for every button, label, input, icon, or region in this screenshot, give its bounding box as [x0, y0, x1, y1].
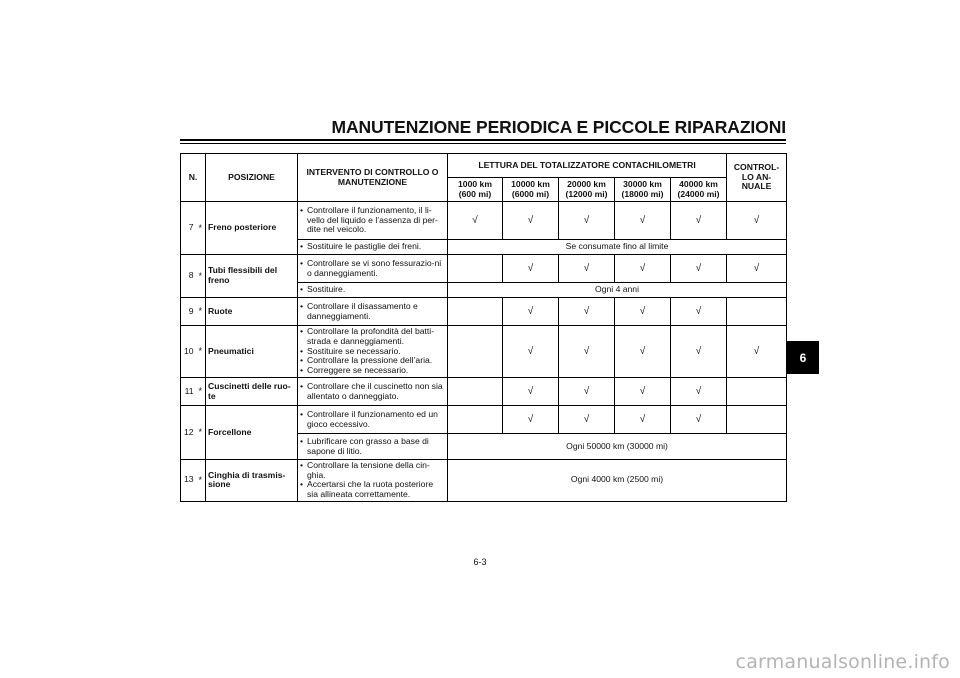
item-number: 10 [181, 326, 196, 378]
check-mark: √ [503, 406, 559, 434]
action-list [300, 259, 445, 278]
item-number: 9 [181, 298, 196, 326]
check-mark: √ [727, 326, 787, 378]
star-marker: * [196, 460, 206, 502]
odo-km: 1000 km [458, 178, 492, 189]
odo-mi: (18000 mi) [621, 188, 664, 199]
page-number: 6-3 [473, 557, 487, 567]
odo-mi: (6000 mi) [511, 188, 550, 199]
header-no: N. [181, 154, 206, 202]
action-item: • Controllare la pressione dell’aria. [300, 356, 445, 366]
action-list [300, 410, 445, 429]
check-mark: √ [615, 378, 671, 406]
action-item: • Controllare se vi sono fessurazio-ni o danneggiamenti. [300, 259, 445, 278]
chapter-tab[interactable]: 6 [787, 341, 819, 374]
check-mark: √ [615, 202, 671, 240]
check-mark: √ [671, 326, 727, 378]
item-number: 13 [181, 460, 196, 502]
check-mark: √ [559, 255, 615, 283]
check-mark: √ [671, 202, 727, 240]
star-marker: * [196, 326, 206, 378]
odo-mi: (12000 mi) [565, 188, 608, 199]
header-position: POSIZIONE [206, 154, 298, 202]
action-list [300, 382, 445, 401]
item-number: 8 [181, 255, 196, 298]
odo-km: 30000 km [623, 178, 662, 189]
item-number: 11 [181, 378, 196, 406]
table-row [181, 326, 787, 378]
action-list [300, 302, 445, 321]
odo-mi: (600 mi) [458, 188, 492, 199]
empty-cell [448, 406, 503, 434]
action-list [300, 437, 445, 456]
header-action: INTERVENTO DI CONTROLLO O MANUTENZIONE [298, 154, 448, 202]
item-actions [298, 406, 448, 434]
action-list [300, 461, 445, 500]
table-row [181, 255, 787, 283]
odo-km: 10000 km [511, 178, 550, 189]
table-row [181, 298, 787, 326]
title-rule-thin [180, 143, 786, 144]
empty-cell [448, 378, 503, 406]
star-marker: * [196, 298, 206, 326]
item-position: Freno posteriore [206, 202, 298, 255]
check-mark: √ [615, 406, 671, 434]
check-mark: √ [503, 378, 559, 406]
check-mark: √ [503, 202, 559, 240]
check-mark: √ [615, 255, 671, 283]
empty-cell [727, 406, 787, 434]
item-position: Pneumatici [206, 326, 298, 378]
check-mark: √ [559, 326, 615, 378]
check-mark: √ [559, 378, 615, 406]
table-row [181, 460, 787, 502]
header-odometer: LETTURA DEL TOTALIZZATORE CONTACHILOMETRI [448, 154, 727, 178]
action-list [300, 242, 445, 252]
interval-text: Ogni 4 anni [448, 283, 787, 298]
title-rule [180, 139, 786, 141]
header-odo-0 [448, 178, 503, 202]
action-item: • Lubrificare con grasso a base di sapone di litio. [300, 437, 445, 456]
item-actions [298, 460, 448, 502]
action-list [300, 206, 445, 235]
check-mark: √ [503, 326, 559, 378]
star-marker: * [196, 202, 206, 255]
star-marker: * [196, 378, 206, 406]
check-mark: √ [671, 298, 727, 326]
interval-text: Ogni 4000 km (2500 mi) [448, 460, 787, 502]
check-mark: √ [559, 406, 615, 434]
table-row [181, 378, 787, 406]
item-actions [298, 255, 448, 283]
item-position: Forcellone [206, 406, 298, 460]
odo-km: 40000 km [679, 178, 718, 189]
item-actions [298, 283, 448, 298]
action-item: • Controllare la profondità del batti-strada e danneggiamenti. [300, 327, 445, 346]
action-list [300, 327, 445, 375]
action-item: • Accertarsi che la ruota posteriore sia allineata correttamente. [300, 480, 445, 499]
item-number: 12 [181, 406, 196, 460]
empty-cell [448, 326, 503, 378]
odo-km: 20000 km [567, 178, 606, 189]
maintenance-table [180, 153, 787, 502]
item-actions [298, 326, 448, 378]
action-item: • Controllare la tensione della cin-ghia. [300, 461, 445, 480]
check-mark: √ [503, 298, 559, 326]
table-row [181, 406, 787, 434]
action-item: • Controllare il disassamento e danneggiamenti. [300, 302, 445, 321]
check-mark: √ [671, 378, 727, 406]
action-item: • Controllare il funzionamento, il li-vello del liquido e l’assenza di per-dite nel veicolo. [300, 206, 445, 235]
action-item: • Correggere se necessario. [300, 366, 445, 376]
check-mark: √ [671, 406, 727, 434]
check-mark: √ [615, 326, 671, 378]
header-odo-3 [615, 178, 671, 202]
header-odo-4 [671, 178, 727, 202]
action-list [300, 285, 445, 295]
item-position: Ruote [206, 298, 298, 326]
check-mark: √ [448, 202, 503, 240]
empty-cell [448, 298, 503, 326]
item-actions [298, 434, 448, 460]
empty-cell [727, 298, 787, 326]
action-item: • Sostituire se necessario. [300, 347, 445, 357]
check-mark: √ [503, 255, 559, 283]
item-position: Cinghia di trasmis-sione [206, 460, 298, 502]
check-mark: √ [671, 255, 727, 283]
check-mark: √ [727, 255, 787, 283]
action-item: • Sostituire le pastiglie dei freni. [300, 242, 445, 252]
action-item: • Controllare che il cuscinetto non sia allentato o danneggiato. [300, 382, 445, 401]
check-mark: √ [559, 202, 615, 240]
item-actions [298, 202, 448, 240]
header-annual: CONTROL-LO AN-NUALE [727, 154, 787, 202]
item-number: 7 [181, 202, 196, 255]
star-marker: * [196, 255, 206, 298]
header-odo-1 [503, 178, 559, 202]
action-item: • Sostituire. [300, 285, 445, 295]
page-title: MANUTENZIONE PERIODICA E PICCOLE RIPARAZIONI [331, 117, 786, 137]
odo-mi: (24000 mi) [677, 188, 720, 199]
item-position: Tubi flessibili del freno [206, 255, 298, 298]
header-odo-2 [559, 178, 615, 202]
check-mark: √ [559, 298, 615, 326]
item-position: Cuscinetti delle ruo-te [206, 378, 298, 406]
star-marker: * [196, 406, 206, 460]
empty-cell [727, 378, 787, 406]
item-actions [298, 378, 448, 406]
item-actions [298, 240, 448, 255]
action-item: • Controllare il funzionamento ed un gioco eccessivo. [300, 410, 445, 429]
check-mark: √ [727, 202, 787, 240]
item-actions [298, 298, 448, 326]
table-row [181, 202, 787, 240]
interval-text: Ogni 50000 km (30000 mi) [448, 434, 787, 460]
empty-cell [448, 255, 503, 283]
interval-text: Se consumate fino al limite [448, 240, 787, 255]
watermark[interactable]: carmanualsonline.info [735, 651, 950, 673]
check-mark: √ [615, 298, 671, 326]
